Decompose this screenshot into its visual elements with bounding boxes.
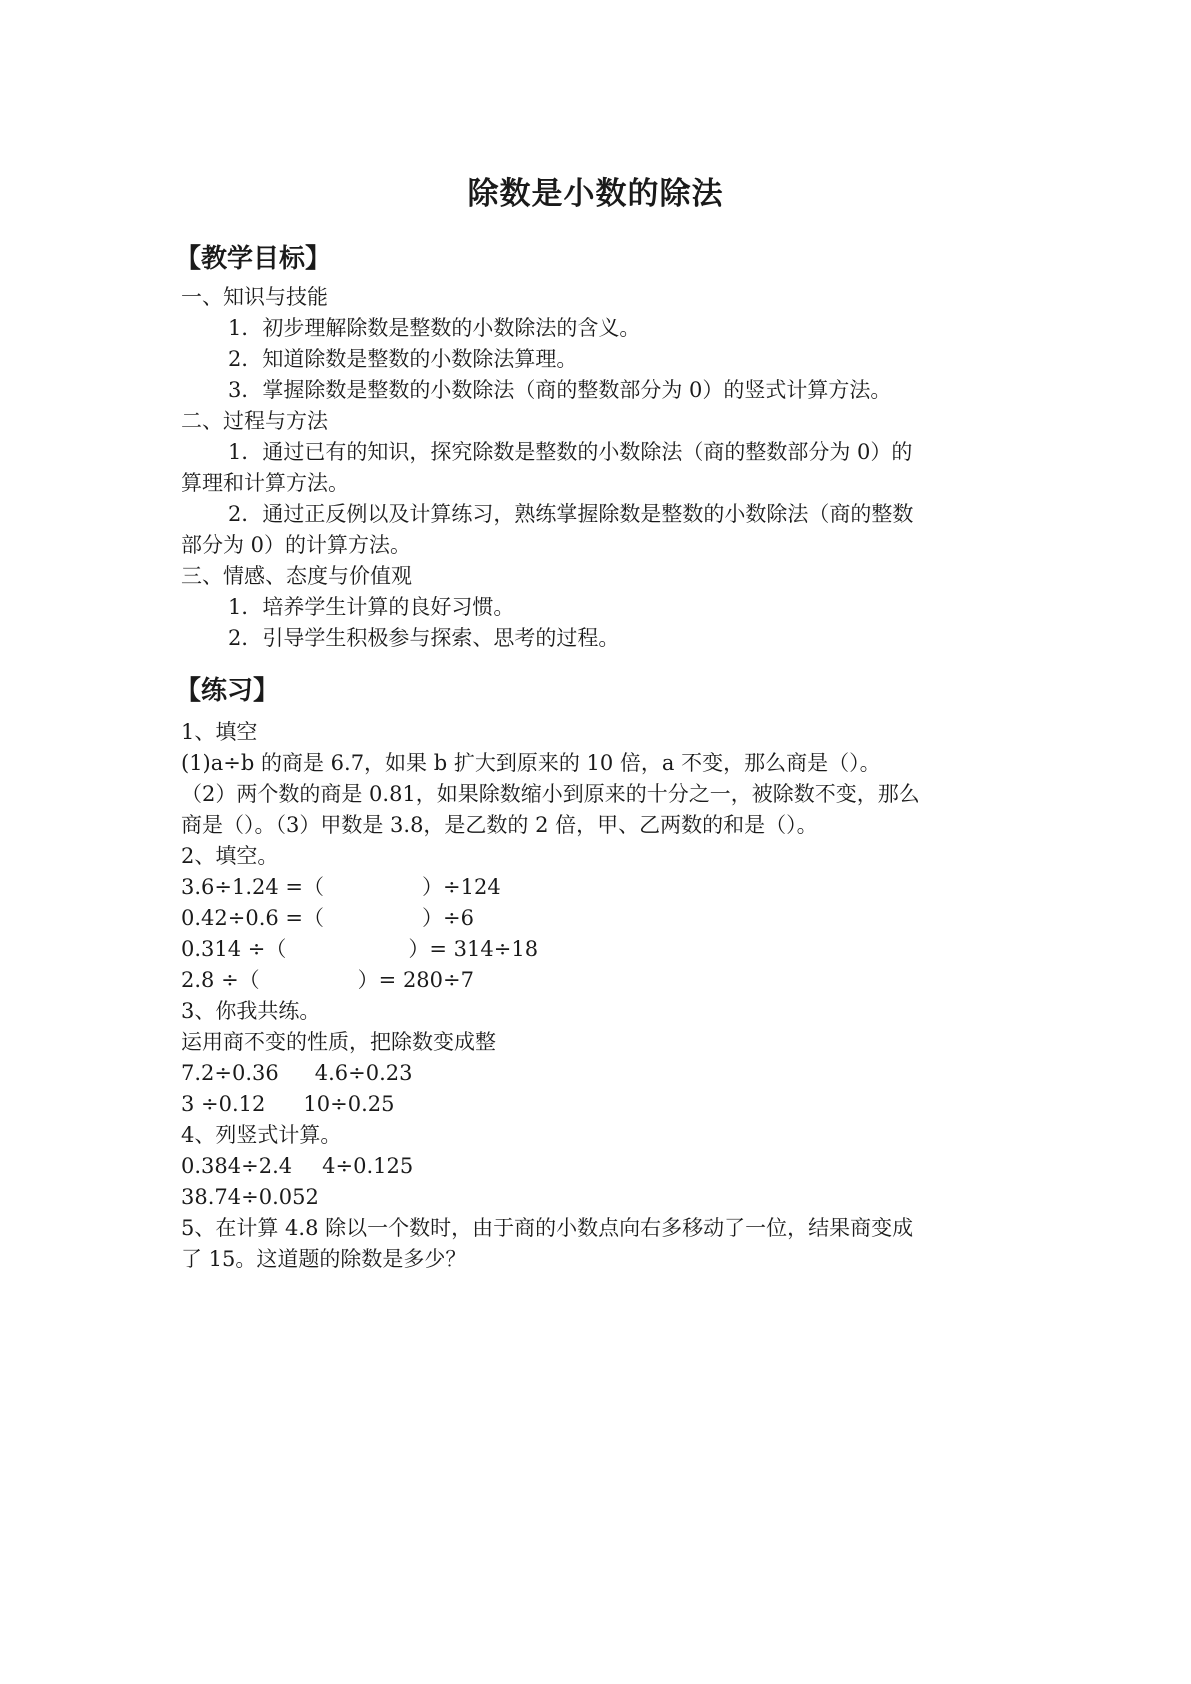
q4-heading: 4、列竖式计算。	[181, 1123, 342, 1147]
objectives-s1-item: 2．知道除数是整数的小数除法算理。	[228, 347, 578, 371]
q2-line-right: ）÷6	[422, 906, 474, 930]
objectives-s3-item: 2．引导学生积极参与探索、思考的过程。	[228, 626, 620, 650]
q4-line	[181, 1151, 413, 1182]
q3-line	[181, 1089, 394, 1120]
q4-line	[181, 1182, 319, 1213]
q2-line	[181, 965, 474, 996]
q2-line-left: 3.6÷1.24 =（	[181, 875, 325, 899]
q3-heading: 3、你我共练。	[181, 999, 321, 1023]
q3-intro: 运用商不变的性质，把除数变成整	[181, 1030, 496, 1054]
page-title: 除数是小数的除法	[467, 176, 724, 212]
objectives-s1-item: 3．掌握除数是整数的小数除法（商的整数部分为 0）的竖式计算方法。	[228, 378, 892, 402]
q4-expr: 38.74÷0.052	[181, 1185, 319, 1209]
objectives-s1-item: 1．初步理解除数是整数的小数除法的含义。	[228, 316, 641, 340]
q3-expr: 4.6÷0.23	[314, 1061, 413, 1085]
q2-line	[181, 872, 501, 903]
q1-line: (1)a÷b 的商是 6.7，如果 b 扩大到原来的 10 倍，a 不变，那么商是（）。	[181, 751, 881, 775]
objectives-s2-item: 算理和计算方法。	[181, 471, 349, 495]
objectives-s2-item: 部分为 0）的计算方法。	[181, 533, 412, 557]
objectives-s3-item: 1．培养学生计算的良好习惯。	[228, 595, 515, 619]
objectives-s2-item: 2．通过正反例以及计算练习，熟练掌握除数是整数的小数除法（商的整数	[228, 502, 914, 526]
objectives-heading: 【教学目标】	[175, 244, 332, 274]
q1-heading: 1、填空	[181, 720, 258, 744]
q4-expr: 0.384÷2.4	[181, 1154, 293, 1178]
q3-line	[181, 1058, 413, 1089]
q3-expr: 10÷0.25	[303, 1092, 395, 1116]
q5-line: 了 15。这道题的除数是多少？	[181, 1247, 467, 1271]
q2-heading: 2、填空。	[181, 844, 279, 868]
objectives-s2-heading: 二、过程与方法	[181, 409, 328, 433]
q2-line-right: ）= 314÷18	[408, 937, 539, 961]
q2-line-right: ）÷124	[422, 875, 501, 899]
q2-line	[181, 934, 538, 965]
q1-line: （2）两个数的商是 0.81，如果除数缩小到原来的十分之一，被除数不变，那么	[181, 782, 920, 806]
q2-line	[181, 903, 474, 934]
practice-heading: 【练习】	[175, 676, 280, 706]
objectives-s3-heading: 三、情感、态度与价值观	[181, 564, 412, 588]
q3-expr: 7.2÷0.36	[181, 1061, 279, 1085]
q2-line-left: 0.42÷0.6 =（	[181, 906, 325, 930]
q4-expr: 4÷0.125	[322, 1154, 414, 1178]
q2-line-left: 0.314 ÷（	[181, 937, 287, 961]
objectives-s2-item: 1．通过已有的知识，探究除数是整数的小数除法（商的整数部分为 0）的	[228, 440, 913, 464]
q2-line-left: 2.8 ÷（	[181, 968, 260, 992]
q3-expr: 3 ÷0.12	[181, 1092, 266, 1116]
q5-line: 5、在计算 4.8 除以一个数时，由于商的小数点向右多移动了一位，结果商变成	[181, 1216, 914, 1240]
q1-line: 商是（）。（3）甲数是 3.8，是乙数的 2 倍，甲、乙两数的和是（）。	[181, 813, 818, 837]
q2-line-right: ）= 280÷7	[357, 968, 474, 992]
objectives-s1-heading: 一、知识与技能	[181, 285, 328, 309]
